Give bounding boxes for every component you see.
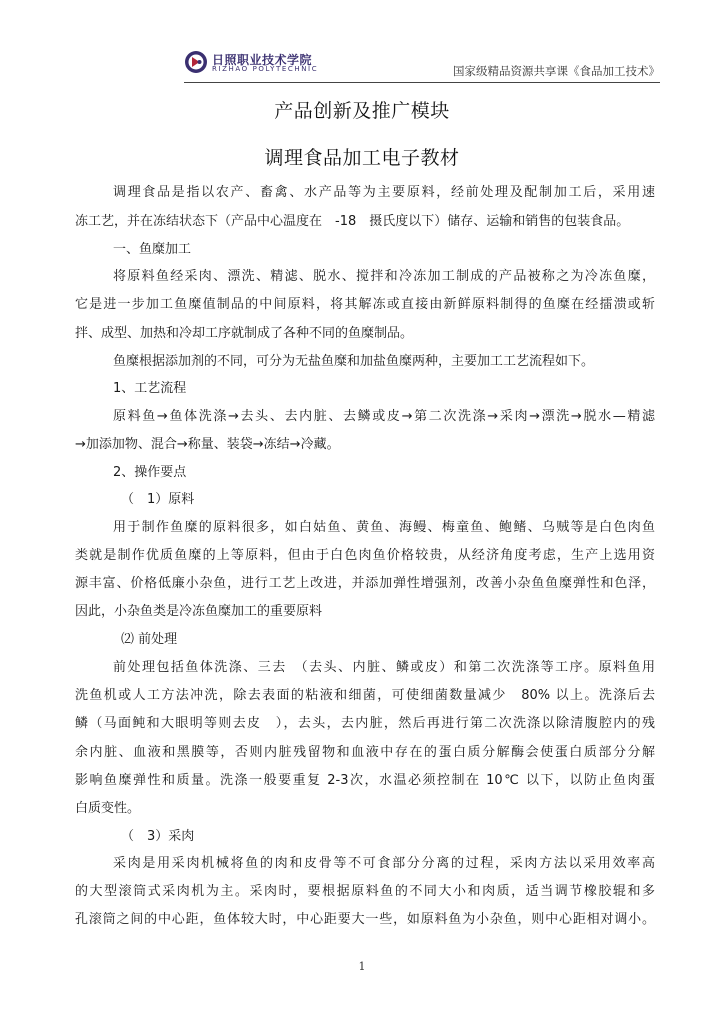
item-heading: （ 1）原料 [121,492,195,507]
text-line: 用于制作鱼糜的原料很多，如白姑鱼、黄鱼、海鳗、梅童鱼、鲍鳍、乌贼等是白色肉鱼 [113,520,655,535]
text-line: 因此，小杂鱼类是冷冻鱼糜加工的重要原料 [75,604,323,619]
item-heading: ⑵ 前处理 [121,632,178,647]
text-line: 源丰富、价格低廉小杂鱼，进行工艺上改进，并添加弹性增强剂，改善小杂鱼鱼糜弹性和色泽， [75,576,655,591]
text-line: 鱼糜根据添加剂的不同，可分为无盐鱼糜和加盐鱼糜两种，主要加工工艺流程如下。 [113,354,595,369]
school-logo [184,48,344,78]
module-title: 产品创新及推广模块 [274,100,450,122]
course-name: 国家级精品资源共享课《食品加工技术》 [453,64,660,78]
text-line: 将原料鱼经采肉、漂洗、精滤、脱水、搅拌和冷冻加工制成的产品被称之为冷冻鱼糜， [113,269,655,284]
text-line: 白质变性。 [75,801,141,816]
text-line: 冻工艺，并在冻结状态下（产品中心温度在 -18 摄氏度以下）储存、运输和销售的包装食品。 [75,214,630,229]
school-emblem-icon [184,50,208,74]
school-name: 日照职业技术学院 [212,53,313,67]
text-line: →加添加物、混合→称量、装袋→冻结→冷藏。 [75,437,340,452]
text-line: 洗鱼机或人工方法冲洗，除去表面的粘液和细菌，可使细菌数量减少 80% 以上。洗涤后去 [75,688,655,703]
text-line: 鳞（马面鲀和大眼明等则去皮 ），去头，去内脏，然后再进行第二次洗涤以除清腹腔内的残 [75,716,655,731]
page-number: 1 [358,960,366,973]
header-divider [184,82,660,83]
text-line: 孔滚筒之间的中心距，鱼体较大时，中心距要大一些，如原料鱼为小杂鱼，则中心距相对调小。 [75,912,655,927]
subsection-heading: 2、操作要点 [113,465,187,480]
text-line: 类就是制作优质鱼糜的上等原料，但由于白色肉鱼价格较贵，从经济角度考虑，生产上选用资 [75,548,655,563]
text-line: 的大型滚筒式采肉机为主。采肉时，要根据原料鱼的不同大小和肉质，适当调节橡胶辊和多 [75,884,655,899]
text-line: 影响鱼糜弹性和质量。洗涤一般要重复 2-3次，水温必须控制在 10℃ 以下，以防止鱼肉蛋 [75,773,655,788]
page-header [184,46,660,86]
section-heading: 一、鱼糜加工 [113,242,192,257]
text-line: 调理食品是指以农产、畜禽、水产品等为主要原料，经前处理及配制加工后，采用速 [113,185,655,200]
school-name-en: RIZHAO POLYTECHNIC [212,65,319,73]
text-line: 原料鱼→鱼体洗涤→去头、去内脏、去鳞或皮→第二次洗涤→采肉→漂洗→脱水—精滤 [113,409,655,424]
text-line: 前处理包括鱼体洗涤、三去 （去头、内脏、鳞或皮）和第二次洗涤等工序。原料鱼用 [113,660,655,675]
subsection-heading: 1、工艺流程 [113,381,187,396]
text-line: 余内脏、血液和黑膜等，否则内脏残留物和血液中存在的蛋白质分解酶会使蛋白质部分分解 [75,745,655,760]
text-line: 它是进一步加工鱼糜值制品的中间原料，将其解冻或直接由新鲜原料制得的鱼糜在经擂溃或斩 [75,297,655,312]
material-title: 调理食品加工电子教材 [264,147,460,169]
text-line: 拌、成型、加热和冷却工序就制成了各种不同的鱼糜制品。 [75,326,414,341]
text-line: 采肉是用采肉机械将鱼的肉和皮骨等不可食部分分离的过程，采肉方法以采用效率高 [113,856,655,871]
item-heading: （ 3）采肉 [121,829,195,844]
